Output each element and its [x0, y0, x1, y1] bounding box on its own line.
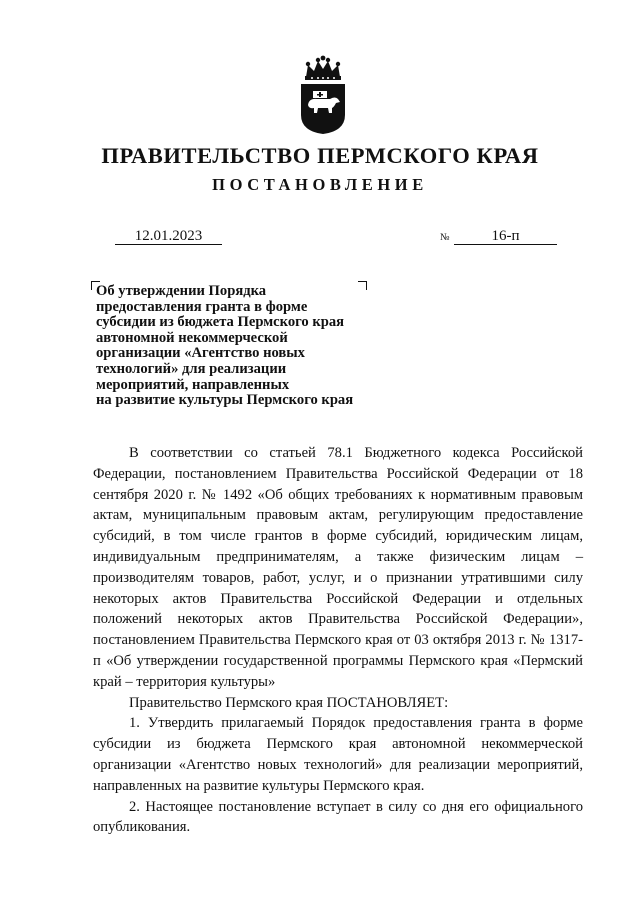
document-type: ПОСТАНОВЛЕНИЕ	[212, 175, 428, 194]
subject-line: автономной некоммерческой	[96, 329, 288, 346]
preamble-paragraph: В соответствии со статьей 78.1 Бюджетного кодекса Российской Федерации, постановлением Правительства Российской Федерации от 18 сентября 2020 г. № 1492 «Об общих требованиях к нормативным правовым актам, муниципальным правовым актам, регулирующим предоставление субсидий, в том числе грантов в форме субсидий, юридическим лицам, индивидуальным предпринимателям, а также физическим лицам – производителям товаров, работ, услуг, и о признании утратившими силу некоторых актов Правительства Российской Федерации и отдельных положений некоторых актов Правительства Российской Федерации», постановлением Правительства Пермского края от 03 октября 2013 г. № 1317-п «Об утверждении государственной программы Пермского края «Пермский край – территория культуры»	[93, 445, 583, 690]
subject-line: организации «Агентство новых	[96, 345, 305, 362]
subject-line: на развитие культуры Пермского края	[96, 392, 354, 409]
document-number: 16-п	[454, 228, 557, 245]
resolution-statement: Правительство Пермского края ПОСТАНОВЛЯЕТ:	[129, 694, 449, 711]
subject-line: предоставления гранта в форме	[96, 298, 308, 315]
document-subject	[96, 284, 386, 409]
document-date: 12.01.2023	[115, 228, 222, 245]
perm-krai-coat-of-arms-icon	[296, 55, 350, 135]
clause-1: 1. Утвердить прилагаемый Порядок предоставления гранта в форме субсидии из бюджета Пермского края автономной некоммерческой организации «Агентство новых технологий» для реализации мероприятий, направленных на развитие культуры Пермского края.	[93, 715, 583, 794]
document-body	[93, 443, 583, 838]
subject-line: технологий» для реализации	[96, 360, 287, 377]
number-label: №	[440, 232, 450, 243]
subject-line: Об утверждении Порядка	[96, 283, 267, 299]
clause-2: 2. Настоящее постановление вступает в силу со дня его официального опубликования.	[93, 798, 583, 836]
subject-line: мероприятий, направленных	[96, 376, 290, 393]
subject-line: субсидии из бюджета Пермского края	[96, 314, 345, 331]
government-name: ПРАВИТЕЛЬСТВО ПЕРМСКОГО КРАЯ	[101, 143, 539, 168]
